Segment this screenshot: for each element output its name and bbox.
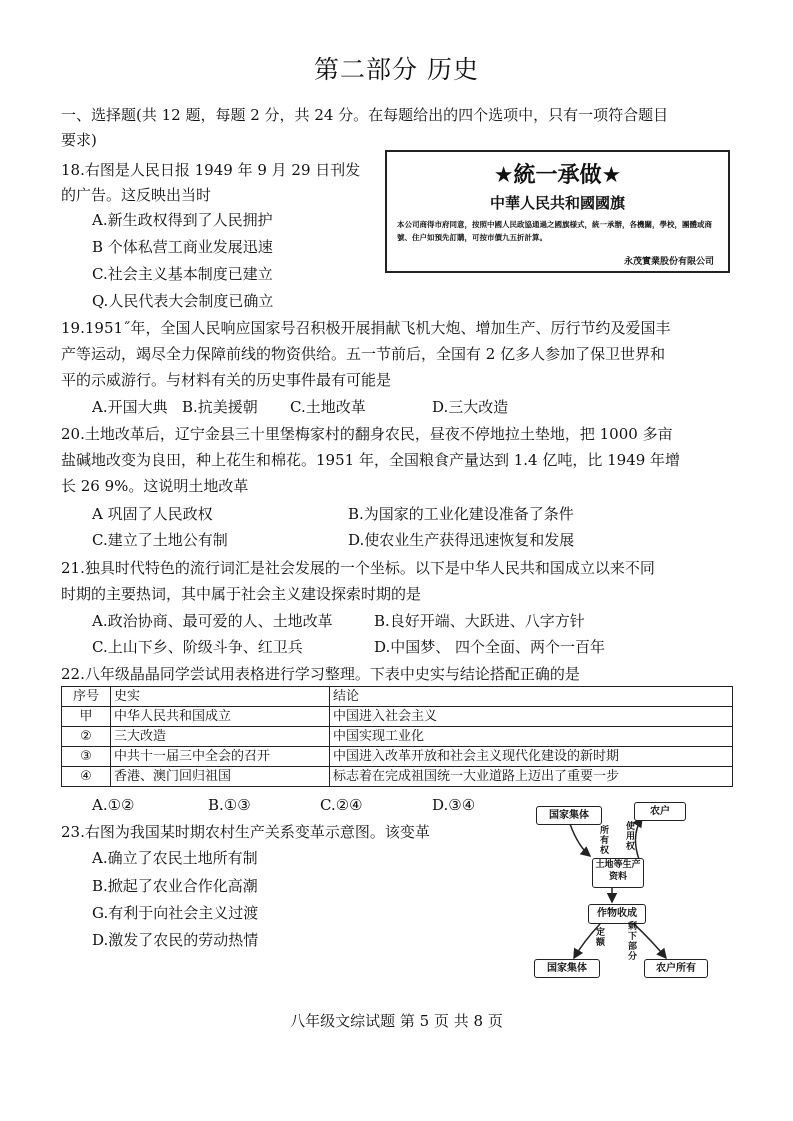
box-state-collective-top: 国家集体 xyxy=(536,806,602,825)
table-header-row xyxy=(62,687,733,707)
table-cell: ④ xyxy=(62,767,111,787)
q22-option-b: B.①③ xyxy=(208,796,251,814)
q21-option-b: B.良好开端、大跃进、八字方针 xyxy=(374,612,585,630)
reform-diagram xyxy=(530,796,745,981)
q21-option-c: C.上山下乡、阶级斗争、红卫兵 xyxy=(92,638,303,656)
q19-option-c: C.土地改革 xyxy=(290,398,366,416)
table-cell: 中国进入社会主义 xyxy=(330,707,733,727)
table-cell: 中共十一届三中全会的召开 xyxy=(111,747,330,767)
q19-line1: 19.1951˝年，全国人民响应国家号召积极开展捐献飞机大炮、增加生产、厉行节约及爱国丰 xyxy=(61,319,671,337)
q20-option-d: D.使农业生产获得迅速恢复和发展 xyxy=(348,531,575,549)
newspaper-ad xyxy=(385,150,730,273)
table-cell: 标志着在完成祖国统一大业道路上迈出了重要一步 xyxy=(330,767,733,787)
table-row xyxy=(62,707,733,727)
section-header-line1: 一、选择题(共 12 题，每题 2 分，共 24 分。在每题给出的四个选项中，只有一项符合题目 xyxy=(61,106,669,124)
page-footer: 八年级文综试题 第 5 页 共 8 页 xyxy=(290,1012,503,1030)
q22-stem: 22.八年级晶晶同学尝试用表格进行学习整理。下表中史实与结论搭配正确的是 xyxy=(61,665,580,683)
ad-signature: 永茂實業股份有限公司 xyxy=(623,257,714,267)
q18-option-d: Q.人民代表大会制度已确立 xyxy=(92,292,274,310)
q20-option-a: A 巩固了人民政权 xyxy=(92,505,213,523)
ad-headline: ★統一承做★ xyxy=(493,163,622,188)
table-cell: 甲 xyxy=(62,707,111,727)
q19-option-a: A.开国大典 xyxy=(92,398,168,416)
table-header-cell: 结论 xyxy=(330,687,733,707)
table-cell: 中国进入改革开放和社会主义现代化建设的新时期 xyxy=(330,747,733,767)
label-fixed: 定额 xyxy=(596,928,606,948)
table-header-cell: 史实 xyxy=(111,687,330,707)
table-header-cell: 序号 xyxy=(62,687,111,707)
q20-option-b: B.为国家的工业化建设准备了条件 xyxy=(348,505,574,523)
q20-line2: 盐碱地改变为良田，种上花生和棉花。1951 年，全国粮食产量达到 1.4 亿吨，比 1949 年增 xyxy=(61,451,681,469)
q23-option-a: A.确立了农民土地所有制 xyxy=(92,849,258,867)
table-row xyxy=(62,767,733,787)
arrow-ownership xyxy=(570,824,590,856)
section-header-line2: 要求) xyxy=(61,131,97,149)
q21-option-d: D.中国梦、 四个全面、两个一百年 xyxy=(374,638,606,656)
q22-option-a: A.①② xyxy=(92,796,135,814)
box-farmer-owned: 农户所有 xyxy=(644,959,708,978)
q21-line1: 21.独具时代特色的流行词汇是社会发展的一个坐标。以下是中华人民共和国成立以来不同 xyxy=(61,559,655,577)
q22-option-d: D.③④ xyxy=(432,796,476,814)
q22-option-c: C.②④ xyxy=(320,796,363,814)
q19-line3: 平的示威游行。与材料有关的历史事件最有可能是 xyxy=(61,371,392,389)
q20-line3: 长 26 9%。这说明土地改革 xyxy=(61,477,249,495)
q18-option-c: C.社会主义基本制度已建立 xyxy=(92,265,273,283)
q19-option-d: D.三大改造 xyxy=(432,398,509,416)
table-cell: 三大改造 xyxy=(111,727,330,747)
q18-option-b: B 个体私营工商业发展迅速 xyxy=(92,238,273,256)
q18-stem-line2: 的广告。这反映出当时 xyxy=(61,186,212,204)
q20-line1: 20.土地改革后，辽宁金县三十里堡梅家村的翻身农民，昼夜不停地拉土垫地，把 1000 多亩 xyxy=(61,425,673,443)
label-remaining: 剩下部分 xyxy=(628,922,638,962)
label-use-right: 使用权 xyxy=(626,822,636,852)
table-cell: ③ xyxy=(62,747,111,767)
q20-option-c: C.建立了土地公有制 xyxy=(92,531,228,549)
table-cell: 香港、澳门回归祖国 xyxy=(111,767,330,787)
q23-stem: 23.右图为我国某时期农村生产关系变革示意图。该变革 xyxy=(61,823,430,841)
box-harvest: 作物收成 xyxy=(588,904,646,924)
box-farmers: 农户 xyxy=(634,802,686,821)
q23-option-d: D.激发了农民的劳动热情 xyxy=(92,931,259,949)
q23-option-b: B.掀起了农业合作化高潮 xyxy=(92,877,258,895)
q21-option-a: A.政治协商、最可爱的人、土地改革 xyxy=(92,612,333,630)
box-state-collective-bottom: 国家集体 xyxy=(534,959,600,978)
page-title: 第二部分 历史 xyxy=(314,55,479,84)
table-row xyxy=(62,727,733,747)
q22-table xyxy=(61,686,733,787)
ad-subheadline: 中華人民共和國國旗 xyxy=(489,194,625,212)
table-cell: ② xyxy=(62,727,111,747)
table-cell: 中国实现工业化 xyxy=(330,727,733,747)
q19-option-b: B.抗美援朝 xyxy=(182,398,258,416)
q18-option-a: A.新生政权得到了人民拥护 xyxy=(92,211,273,229)
table-row xyxy=(62,747,733,767)
ad-body: 本公司商得市府同意，按照中國人民政協通過之國旗様式，統一承辦，各機關，學校，團體或商號、住户如預先訂購，可按市價九五折計算。 xyxy=(397,220,712,242)
box-land-means: 土地等生产资料 xyxy=(592,858,644,888)
q18-stem-line1: 18.右图是人民日报 1949 年 9 月 29 日刊发 xyxy=(61,161,361,179)
q21-line2: 时期的主要热词，其中属于社会主义建设探索时期的是 xyxy=(61,585,422,603)
label-ownership: 所有权 xyxy=(600,826,610,856)
q19-line2: 产等运动，竭尽全力保障前线的物资供给。五一节前后，全国有 2 亿多人参加了保卫世界和 xyxy=(61,345,666,363)
q23-option-c: G.有利于向社会主义过渡 xyxy=(92,904,259,922)
table-cell: 中华人民共和国成立 xyxy=(111,707,330,727)
